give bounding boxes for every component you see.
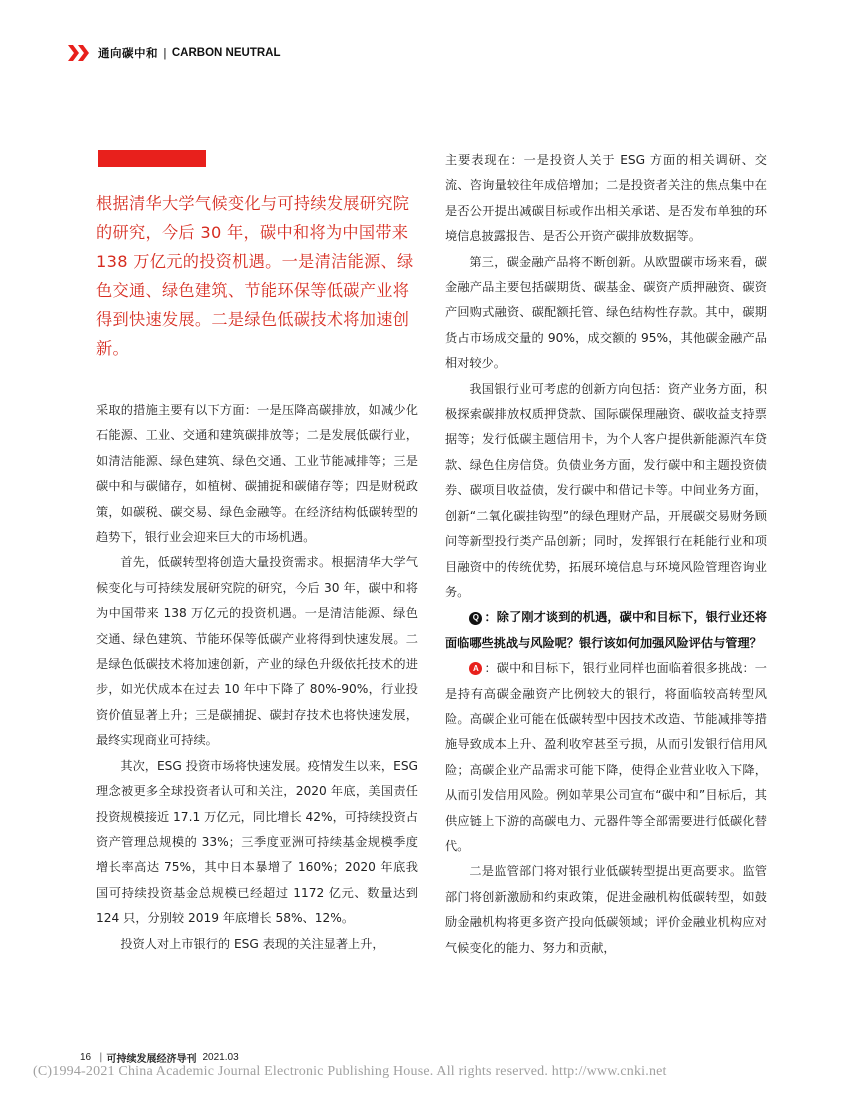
paragraph: 投资人对上市银行的 ESG 表现的关注显著上升， <box>120 936 385 951</box>
right-column <box>445 148 767 961</box>
question-text: ：除了刚才谈到的机遇，碳中和目标下，银行业还将面临哪些挑战与风险呢？银行该如何加强风险评估与管理？ <box>445 610 767 650</box>
paragraph: 我国银行业可考虑的创新方向包括：资产业务方面，积极探索碳排放权质押贷款、国际碳保理融资、碳收益支持票据等；发行低碳主题信用卡，为个人客户提供新能源汽车贷款、绿色住房信贷。负债业务方面，发行碳中和主题投资债券、碳项目收益债，发行碳中和借记卡等。中间业务方面，创新“二氧化碳挂钩型”的绿色理财产品，开展碳交易财务顾问等新型投行类产品创新；同时，发挥银行在耗能行业和项目融资中的传统优势，拓展环境信息与环境风险管理咨询业务。 <box>445 381 767 599</box>
page-number: 16 <box>80 1052 92 1063</box>
issue-number: 2021.03 <box>202 1052 239 1063</box>
paragraph: 二是监管部门将对银行业低碳转型提出更高要求。监管部门将创新激励和约束政策，促进金融机构低碳转型，如鼓励金融机构将更多资产投向低碳领域；评价金融业机构应对气候变化的能力、努力和贡献， <box>445 864 767 955</box>
pullquote-text: 根据清华大学气候变化与可持续发展研究院的研究，今后 30 年，碳中和将为中国带来 138 万亿元的投资机遇。一是清洁能源、绿色交通、绿色建筑、节能环保等低碳产业将得到快速发展。二是绿色低碳技术将加速创新。 <box>96 194 414 358</box>
paragraph: 其次，ESG 投资市场将快速发展。疫情发生以来，ESG 理念被更多全球投资者认可和关注，2020 年底，美国责任投资规模接近 17.1 万亿元，同比增长 42%，可持续投资占资产管理总规模的 33%；三季度亚洲可持续基金规模季度增长率高达 75%，其中日本暴增了 160%；2020 年底我国可持续投资基金总规模已经超过 1172 亿元、数量达到 124 只，分别较 2019 年底增长 58%、12%。 <box>96 758 418 926</box>
magazine-name: 可持续发展经济导刊 <box>106 1054 197 1065</box>
header-separator: | <box>163 46 167 60</box>
paragraph: 首先，低碳转型将创造大量投资需求。根据清华大学气候变化与可持续发展研究院的研究，今后 30 年，碳中和将为中国带来 138 万亿元的投资机遇。一是清洁能源、绿色交通、绿色建筑、节能环保等低碳产业将得到快速发展。二是绿色低碳技术将加速创新，产业的绿色升级依托技术的进步，如光伏成本在过去 10 年中下降了 80%-90%，行业投资价值显著上升；三是碳捕捉、碳封存技术也将快速发展，最终实现商业可持续。 <box>96 555 418 748</box>
pullquote <box>96 189 418 363</box>
paragraph: 主要表现在：一是投资人关于 ESG 方面的相关调研、交流、咨询量较往年成倍增加；二是投资者关注的焦点集中在是否公开提出减碳目标或作出相关承诺、是否发布单独的环境信息披露报告、是否公开资产碳排放数据等。 <box>445 153 767 244</box>
answer-badge-icon: A <box>469 662 482 675</box>
double-chevron-icon <box>68 45 90 61</box>
left-column <box>96 398 418 957</box>
paragraph: 第三，碳金融产品将不断创新。从欧盟碳市场来看，碳金融产品主要包括碳期货、碳基金、碳资产质押融资、碳资产回购式融资、碳配额托管、绿色结构性存款。其中，碳期货占市场成交量的 90%，成交额的 95%，其他碳金融产品相对较少。 <box>445 254 767 371</box>
paragraph: 采取的措施主要有以下方面：一是压降高碳排放，如减少化石能源、工业、交通和建筑碳排放等；二是发展低碳行业，如清洁能源、绿色建筑、绿色交通、工业节能减排等；三是碳中和与碳储存，如植树、碳捕捉和碳储存等；四是财税政策，如碳税、碳交易、绿色金融等。在经济结构低碳转型的趋势下，银行业会迎来巨大的市场机遇。 <box>96 403 418 545</box>
answer-paragraph <box>445 656 767 859</box>
footer-separator: | <box>99 1052 103 1063</box>
section-header <box>68 42 280 64</box>
copyright-notice: (C)1994-2021 China Academic Journal Electronic Publishing House. All rights reserved. http://www.cnki.net <box>33 1064 667 1079</box>
pullquote-accent-bar <box>98 150 206 167</box>
answer-text: ：碳中和目标下，银行业同样也面临着很多挑战：一是持有高碳金融资产比例较大的银行，将面临较高转型风险。高碳企业可能在低碳转型中因技术改造、节能减排等措施导致成本上升、盈利收窄甚至亏损，从而引发银行信用风险；高碳企业产品需求可能下降，使得企业营业收入下降，从而引发信用风险。例如苹果公司宣布“碳中和”目标后，其供应链上下游的高碳电力、元器件等全部需要进行低碳化替代。 <box>445 661 767 853</box>
section-title-en: CARBON NEUTRAL <box>171 47 281 59</box>
question-badge-icon: Q <box>469 612 482 625</box>
section-title-zh: 通向碳中和 <box>98 46 158 60</box>
page-footer <box>80 1050 239 1065</box>
question-paragraph <box>445 605 767 656</box>
